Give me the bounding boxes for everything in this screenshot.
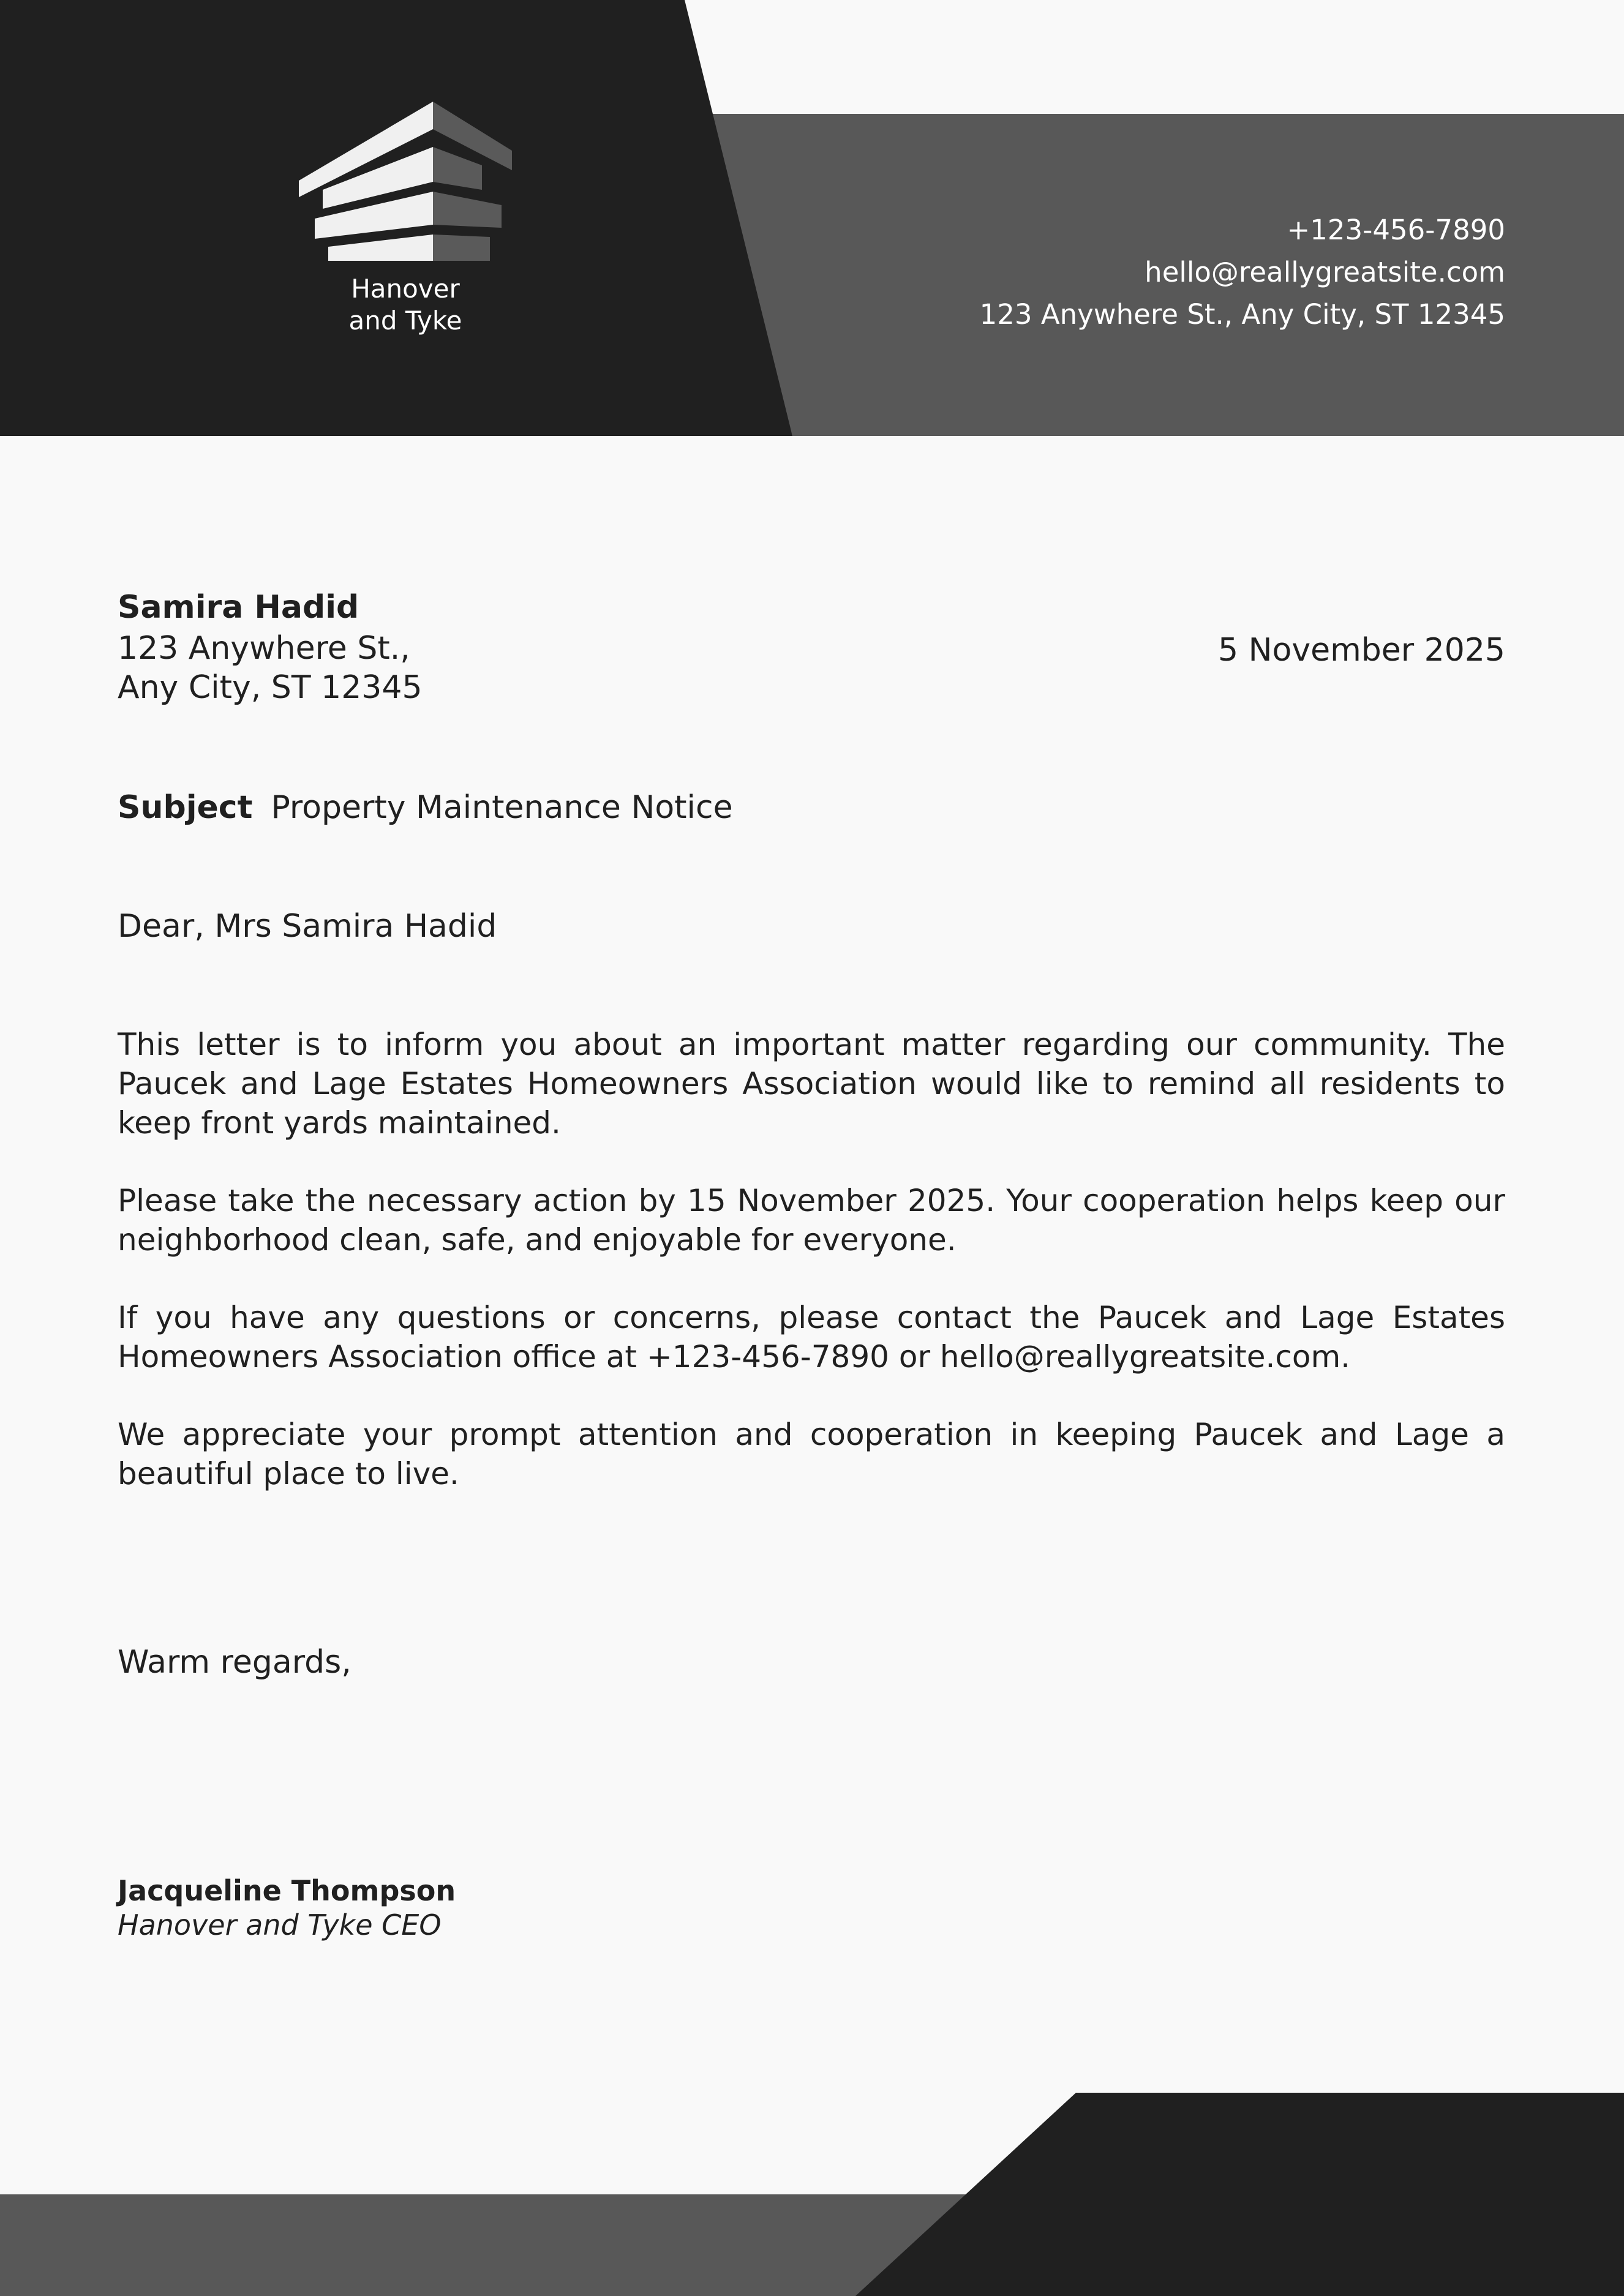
contact-address: 123 Anywhere St., Any City, ST 12345 [979, 298, 1505, 331]
signer-name: Jacqueline Thompson [118, 1874, 456, 1907]
body-paragraph-2: Please take the necessary action by 15 November 2025. Your cooperation helps keep our neighborhood clean, safe, and enjoyable for everyone. [118, 1183, 1505, 1258]
subject-text: Property Maintenance Notice [271, 789, 733, 826]
logo-bar2-right [433, 147, 482, 190]
contact-email: hello@reallygreatsite.com [1145, 256, 1505, 288]
contact-block [832, 209, 1505, 336]
recipient-address-line2: Any City, ST 12345 [118, 669, 423, 706]
footer-banner [0, 2088, 1624, 2296]
brand-name [283, 273, 528, 337]
logo-bar4-right [433, 234, 490, 261]
subject-label: Subject [118, 789, 253, 826]
recipient-address-line1: 123 Anywhere St., [118, 630, 410, 667]
logo-bar4-left [328, 234, 433, 261]
letter-date: 5 November 2025 [1218, 632, 1505, 669]
recipient-name: Samira Hadid [118, 589, 359, 626]
signer-title: Hanover and Tyke CEO [118, 1908, 442, 1941]
letter-body [118, 1025, 1505, 1532]
body-paragraph-3: If you have any questions or concerns, please contact the Paucek and Lage Estates Homeowners Association office at +123-456-7890 or hello@reallygreatsite.com. [118, 1300, 1505, 1375]
logo-bar3-right [433, 192, 502, 228]
body-paragraph-4: We appreciate your prompt attention and cooperation in keeping Paucek and Lage a beautiful place to live. [118, 1417, 1505, 1491]
closing: Warm regards, [118, 1644, 351, 1681]
brand-name-line2: and Tyke [348, 306, 462, 336]
footer-dark-panel [855, 2093, 1624, 2296]
brand-name-line1: Hanover [351, 274, 460, 304]
subject-line [118, 786, 733, 829]
body-paragraph-1: This letter is to inform you about an important matter regarding our community. The Paucek and Lage Estates Homeowners Association would like to remind all residents to keep front yards maintained. [118, 1027, 1505, 1141]
contact-phone: +123-456-7890 [1287, 214, 1505, 246]
salutation: Dear, Mrs Samira Hadid [118, 908, 497, 945]
signature-block [118, 1874, 456, 1942]
recipient-block [118, 586, 423, 707]
